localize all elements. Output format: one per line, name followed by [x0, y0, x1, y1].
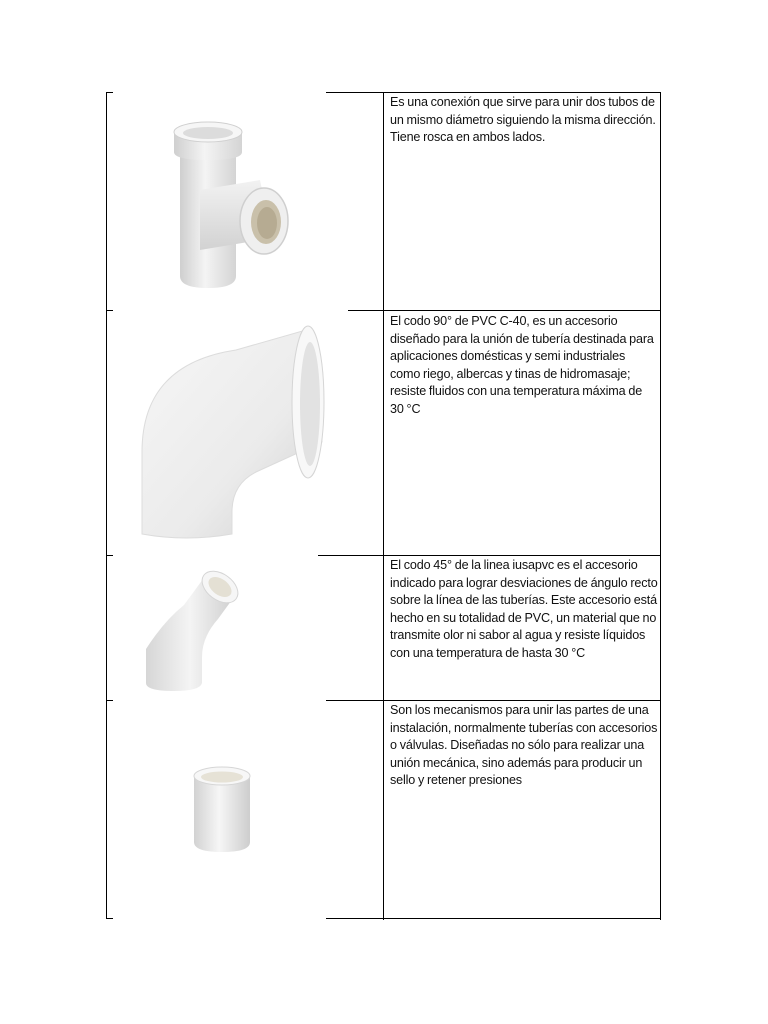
table-top-border	[326, 92, 661, 93]
row-separator	[106, 555, 113, 556]
table-bottom-border	[326, 918, 661, 919]
description-tee: Es una conexión que sirve para unir dos tubos de un mismo diámetro siguiendo la misma dirección. Tiene rosca en ambos lados.	[390, 95, 656, 145]
row-separator	[326, 700, 661, 701]
description-coupling: Son los mecanismos para unir las partes de una instalación, normalmente tuberías con accesorios o válvulas. Diseñadas no sólo para realizar una unión mecánica, sino además para producir un sello y retener presiones	[390, 703, 658, 788]
row-separator	[318, 555, 661, 556]
pvc-elbow-45-image	[140, 565, 240, 693]
table-divider	[383, 92, 384, 920]
row-separator	[106, 700, 113, 701]
table-left-border	[106, 92, 107, 919]
row-separator	[106, 310, 113, 311]
description-elbow-45: El codo 45° de la linea iusapvc es el accesorio indicado para lograr desviaciones de ángulo recto sobre la línea de las tuberías. Este accesorio está hecho en su totalidad de PVC, un material que no transmite olor ni sabor al agua y resiste líquidos con una temperatura de hasta 30 °C	[390, 558, 658, 660]
row-separator	[348, 310, 661, 311]
pvc-tee-image	[160, 118, 300, 298]
description-elbow-90: El codo 90° de PVC C-40, es un accesorio diseñado para la unión de tubería destinada para aplicaciones domésticas y semi industriales como riego, albercas y tinas de hidromasaje; resiste fluidos con una temperatura máxima de 30 °C	[390, 314, 654, 416]
table-top-border	[106, 92, 113, 93]
table-bottom-border	[106, 918, 113, 919]
pvc-elbow-90-image	[136, 322, 328, 540]
table-right-border	[660, 92, 661, 920]
pvc-coupling-image	[190, 764, 254, 856]
